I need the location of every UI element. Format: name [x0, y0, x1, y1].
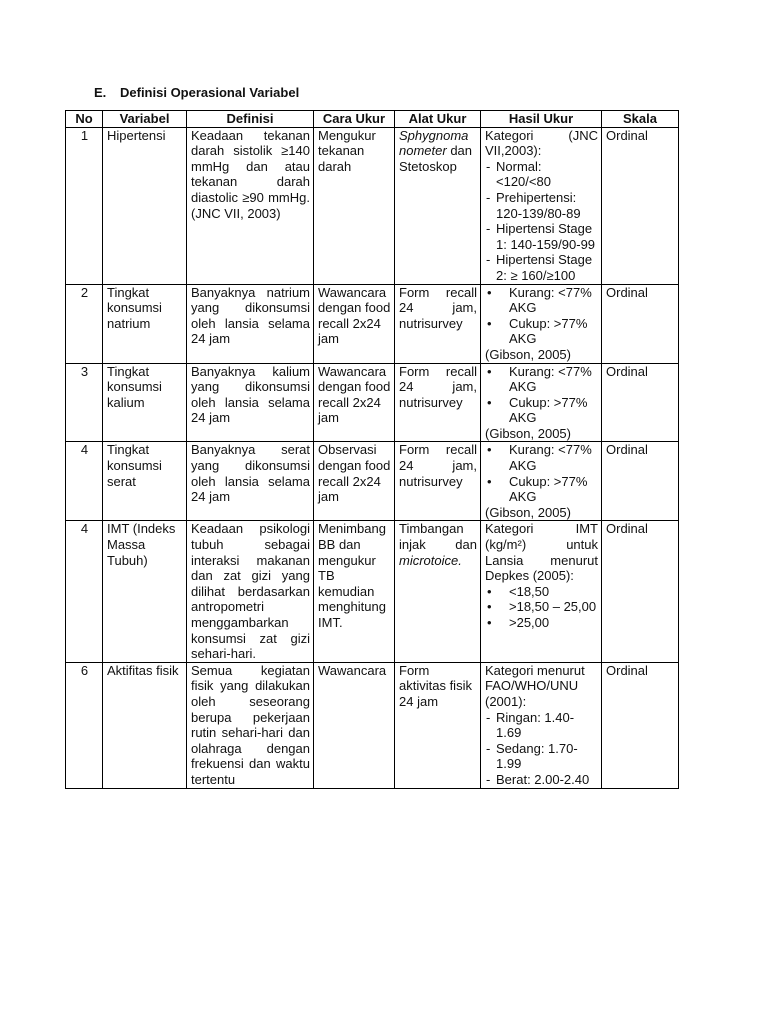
header-alat-ukur: Alat Ukur: [395, 111, 481, 128]
list-item: - Ringan: 1.40-1.69: [485, 710, 598, 741]
hasil-list: [485, 584, 598, 631]
cell-no: 4: [66, 521, 103, 662]
table-row: [66, 363, 679, 442]
list-item: • Cukup: >77% AKG: [485, 474, 598, 505]
list-item: • >25,00: [485, 615, 598, 631]
cell-alat-ukur: [395, 521, 481, 662]
table-row: [66, 521, 679, 662]
cell-variabel: Aktifitas fisik: [103, 662, 187, 788]
cell-alat-ukur: Form recall 24 jam, nutrisurvey: [395, 284, 481, 363]
list-item: - Sedang: 1.70-1.99: [485, 741, 598, 772]
hasil-list: [485, 285, 598, 347]
cell-variabel: Hipertensi: [103, 127, 187, 284]
section-title: Definisi Operasional Variabel: [120, 85, 300, 100]
list-item: - Prehipertensi: 120-139/80-89: [485, 190, 598, 221]
cell-skala: Ordinal: [602, 127, 679, 284]
cell-no: 1: [66, 127, 103, 284]
cell-hasil-ukur: [481, 521, 602, 662]
cell-cara-ukur: Wawancara: [314, 662, 395, 788]
list-item: • <18,50: [485, 584, 598, 600]
cell-no: 4: [66, 442, 103, 521]
cell-alat-ukur: [395, 127, 481, 284]
hasil-intro: Kategori IMT (kg/m²) untuk Lansia menurut Depkes (2005):: [485, 521, 598, 584]
cell-definisi: Semua kegiatan fisik yang dilakukan oleh seseorang berupa pekerjaan rutin sehari-hari dan olahraga dengan frekuensi dan waktu tertentu: [187, 662, 314, 788]
list-item: • Cukup: >77% AKG: [485, 395, 598, 426]
hasil-intro: Kategori (JNC VII,2003):: [485, 127, 598, 159]
cell-variabel: Tingkat konsumsi serat: [103, 442, 187, 521]
alat-ukur-prefix: Timbangan injak dan: [399, 521, 477, 553]
cell-definisi: Banyaknya serat yang dikonsumsi oleh lansia selama 24 jam: [187, 442, 314, 521]
cell-skala: Ordinal: [602, 521, 679, 662]
operational-definition-table: [65, 110, 679, 789]
header-variabel: Variabel: [103, 111, 187, 128]
hasil-intro: Kategori menurut FAO/WHO/UNU (2001):: [485, 662, 585, 709]
hasil-list: [485, 710, 598, 788]
alat-ukur-italic: Sphygnoma nometer: [399, 127, 469, 159]
hasil-reference: (Gibson, 2005): [485, 504, 571, 520]
cell-variabel: Tingkat konsumsi kalium: [103, 363, 187, 442]
hasil-reference: (Gibson, 2005): [485, 425, 571, 441]
cell-skala: Ordinal: [602, 363, 679, 442]
header-definisi: Definisi: [187, 111, 314, 128]
cell-cara-ukur: Wawancara dengan food recall 2x24 jam: [314, 363, 395, 442]
cell-alat-ukur: Form recall 24 jam, nutrisurvey: [395, 442, 481, 521]
section-letter: E.: [94, 85, 107, 100]
cell-hasil-ukur: [481, 284, 602, 363]
header-hasil-ukur: Hasil Ukur: [481, 111, 602, 128]
hasil-list: [485, 364, 598, 426]
list-item: • Cukup: >77% AKG: [485, 316, 598, 347]
hasil-list: [485, 159, 598, 284]
hasil-list: [485, 442, 598, 504]
cell-cara-ukur: Observasi dengan food recall 2x24 jam: [314, 442, 395, 521]
cell-definisi: Keadaan psikologi tubuh sebagai interaksi makanan dan zat gizi yang dilihat berdasarkan antropometri menggambarkan konsumsi zat gizi sehari-hari.: [187, 521, 314, 662]
table-header-row: [66, 111, 679, 128]
cell-variabel: Tingkat konsumsi natrium: [103, 284, 187, 363]
hasil-reference: (Gibson, 2005): [485, 346, 571, 362]
list-item: - Normal: <120/<80: [485, 159, 598, 190]
cell-no: 6: [66, 662, 103, 788]
list-item: • Kurang: <77% AKG: [485, 442, 598, 473]
cell-hasil-ukur: [481, 363, 602, 442]
cell-no: 2: [66, 284, 103, 363]
cell-variabel: IMT (Indeks Massa Tubuh): [103, 521, 187, 662]
cell-skala: Ordinal: [602, 284, 679, 363]
cell-hasil-ukur: [481, 662, 602, 788]
cell-definisi: Banyaknya kalium yang dikonsumsi oleh lansia selama 24 jam: [187, 363, 314, 442]
cell-no: 3: [66, 363, 103, 442]
cell-skala: Ordinal: [602, 442, 679, 521]
table-row: [66, 662, 679, 788]
cell-definisi: Banyaknya natrium yang dikonsumsi oleh lansia selama 24 jam: [187, 284, 314, 363]
cell-definisi: Keadaan tekanan darah sistolik ≥140 mmHg dan atau tekanan darah diastolic ≥90 mmHg. (JNC VII, 2003): [187, 127, 314, 284]
list-item: - Hipertensi Stage 1: 140-159/90-99: [485, 221, 598, 252]
cell-alat-ukur: Form recall 24 jam, nutrisurvey: [395, 363, 481, 442]
alat-ukur-text: dan Stetoskop: [399, 143, 473, 174]
cell-cara-ukur: Wawancara dengan food recall 2x24 jam: [314, 284, 395, 363]
header-cara-ukur: Cara Ukur: [314, 111, 395, 128]
list-item: • Kurang: <77% AKG: [485, 285, 598, 316]
header-no: No: [66, 111, 103, 128]
alat-ukur-italic: microtoice.: [399, 552, 462, 568]
cell-skala: Ordinal: [602, 662, 679, 788]
section-heading: [94, 85, 299, 100]
cell-cara-ukur: Mengukur tekanan darah: [314, 127, 395, 284]
cell-alat-ukur: Form aktivitas fisik 24 jam: [395, 662, 481, 788]
header-skala: Skala: [602, 111, 679, 128]
list-item: • >18,50 – 25,00: [485, 599, 598, 615]
list-item: - Berat: 2.00-2.40: [485, 772, 598, 788]
cell-hasil-ukur: [481, 442, 602, 521]
table-row: [66, 442, 679, 521]
cell-hasil-ukur: [481, 127, 602, 284]
cell-cara-ukur: Menimbang BB dan mengukur TB kemudian menghitung IMT.: [314, 521, 395, 662]
list-item: • Kurang: <77% AKG: [485, 364, 598, 395]
list-item: - Hipertensi Stage 2: ≥ 160/≥100: [485, 252, 598, 283]
table-row: [66, 127, 679, 284]
table-row: [66, 284, 679, 363]
